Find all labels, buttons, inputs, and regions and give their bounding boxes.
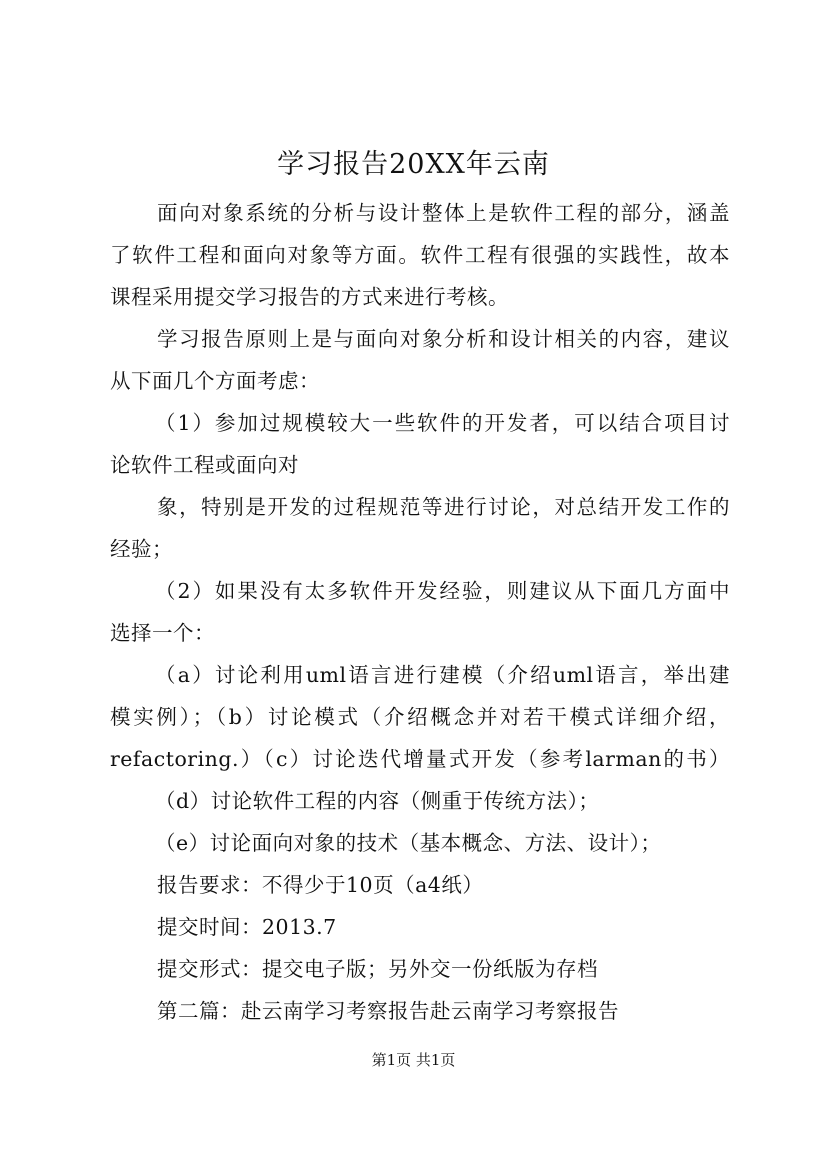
paragraph-line: 了软件工程和面向对象等方面。软件工程有很强的实践性，故本 — [110, 243, 730, 267]
paragraph-line: 报告要求：不得少于10页（a4纸） — [157, 873, 484, 897]
paragraph-line: 经验； — [110, 537, 173, 561]
paragraph-line: 选择一个： — [110, 621, 215, 645]
paragraph-line: 面向对象系统的分析与设计整体上是软件工程的部分，涵盖 — [157, 201, 730, 225]
paragraph-line: 论软件工程或面向对 — [110, 453, 299, 477]
paragraph-line: （2）如果没有太多软件开发经验，则建议从下面几方面中 — [155, 579, 730, 603]
paragraph-line: 模实例）；（b）讨论模式（介绍概念并对若干模式详细介绍， — [110, 705, 730, 729]
document-title: 学习报告20XX年云南 — [277, 149, 550, 180]
paragraph-line: 从下面几个方面考虑： — [110, 369, 320, 393]
paragraph-line: （e）讨论面向对象的技术（基本概念、方法、设计）； — [155, 831, 662, 855]
page-footer: 第1页 共1页 — [371, 1051, 456, 1069]
paragraph-line: （1）参加过规模较大一些软件的开发者，可以结合项目讨 — [155, 411, 730, 435]
paragraph-line: refactoring.）（c）讨论迭代增量式开发（参考larman的书） — [110, 747, 730, 771]
paragraph-line: 课程采用提交学习报告的方式来进行考核。 — [110, 285, 509, 309]
paragraph-line: 学习报告原则上是与面向对象分析和设计相关的内容，建议 — [157, 327, 730, 351]
paragraph-line: 提交时间：2013.7 — [157, 915, 337, 939]
paragraph-line: 提交形式：提交电子版；另外交一份纸版为存档 — [157, 957, 598, 981]
paragraph-line: 第二篇：赴云南学习考察报告赴云南学习考察报告 — [157, 999, 619, 1023]
paragraph-line: （d）讨论软件工程的内容（侧重于传统方法）； — [155, 789, 600, 813]
paragraph-line: （a）讨论利用uml语言进行建模（介绍uml语言，举出建 — [155, 663, 730, 687]
paragraph-line: 象，特别是开发的过程规范等进行讨论，对总结开发工作的 — [157, 495, 730, 519]
